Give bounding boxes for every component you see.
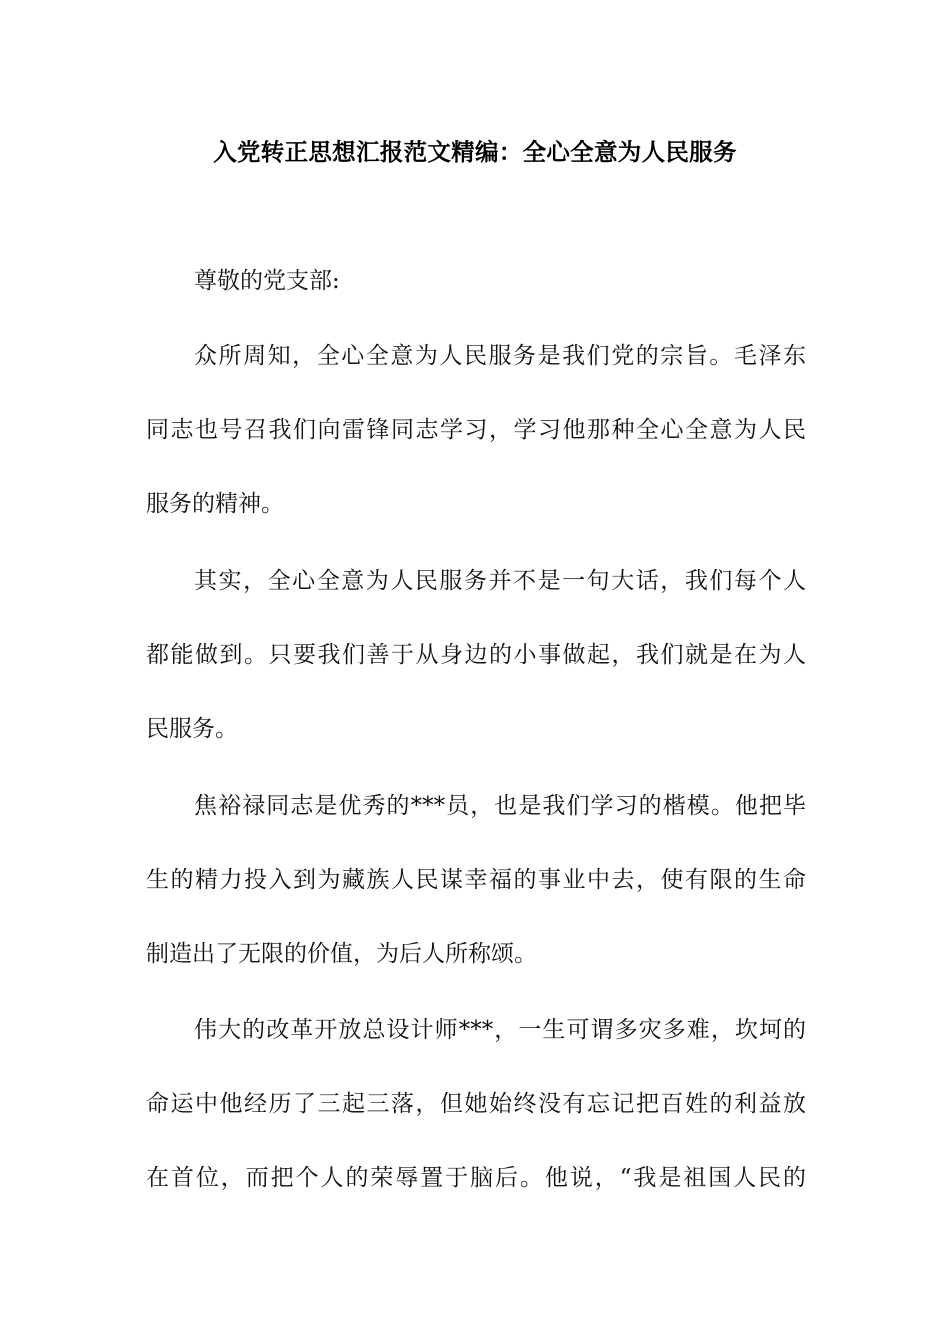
paragraph-line: 民服务。 (146, 716, 238, 742)
paragraph-line: 其实，全心全意为人民服务并不是一句大话，我们每个人 (194, 568, 806, 594)
document-title: 入党转正思想汇报范文精编：全心全意为人民服务 (213, 138, 737, 166)
paragraph-line: 服务的精神。 (146, 491, 284, 517)
paragraph-line: 命运中他经历了三起三落，但她始终没有忘记把百姓的利益放 (146, 1091, 806, 1117)
paragraph-line: 焦裕禄同志是优秀的***员，也是我们学习的楷模。他把毕 (194, 793, 806, 819)
paragraph-line: 在首位，而把个人的荣辱置于脑后。他说，“我是祖国人民的 (146, 1165, 806, 1191)
paragraph-line: 生的精力投入到为藏族人民谋幸福的事业中去，使有限的生命 (146, 867, 806, 893)
salutation: 尊敬的党支部: (194, 268, 340, 294)
paragraph-line: 都能做到。只要我们善于从身边的小事做起，我们就是在为人 (146, 642, 806, 668)
paragraph-line: 制造出了无限的价值，为后人所称颂。 (146, 941, 537, 967)
paragraph-line: 同志也号召我们向雷锋同志学习，学习他那种全心全意为人民 (146, 417, 806, 443)
paragraph-line: 伟大的改革开放总设计师***，一生可谓多灾多难，坎坷的 (194, 1017, 806, 1043)
paragraph-line: 众所周知，全心全意为人民服务是我们党的宗旨。毛泽东 (194, 343, 806, 369)
